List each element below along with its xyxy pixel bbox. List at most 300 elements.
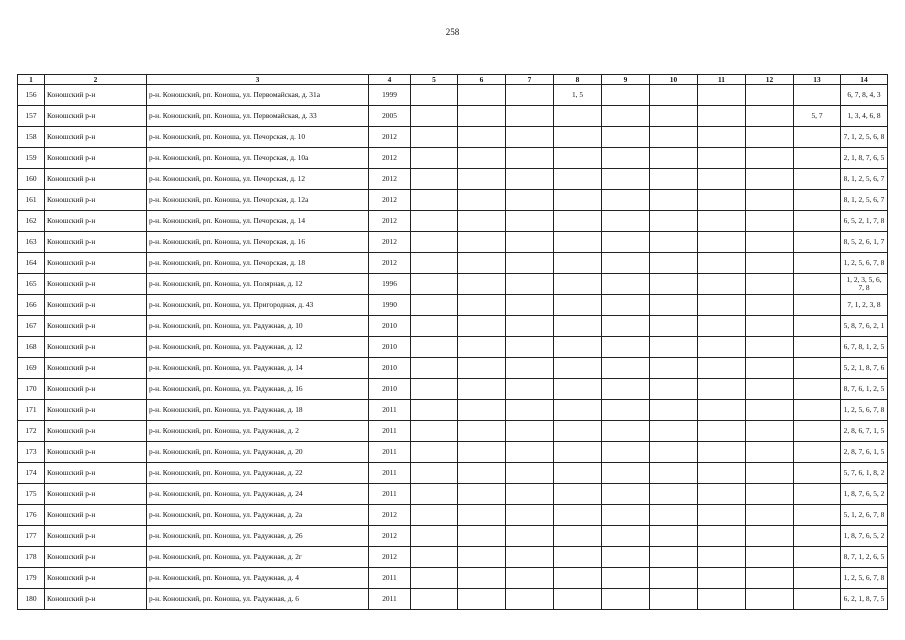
col14-cell: 5, 1, 2, 6, 7, 8 [841,505,888,526]
col13-cell [794,379,841,400]
col8-cell [554,442,602,463]
col5-cell [411,442,458,463]
col9-cell [602,568,650,589]
col6-cell [458,127,506,148]
district-cell: Коношский р-н [45,589,147,610]
col14-cell: 6, 2, 1, 8, 7, 5 [841,589,888,610]
col13-cell [794,169,841,190]
year-cell: 1996 [369,274,411,295]
col12-cell [746,442,794,463]
row-number: 169 [18,358,45,379]
year-cell: 2010 [369,316,411,337]
col13-cell [794,589,841,610]
col12-cell [746,589,794,610]
row-number: 159 [18,148,45,169]
col5-cell [411,337,458,358]
district-cell: Коношский р-н [45,463,147,484]
col6-cell [458,547,506,568]
year-cell: 2011 [369,463,411,484]
col9-cell [602,148,650,169]
col11-cell [698,316,746,337]
col9-cell [602,316,650,337]
address-cell: р-н. Коношский, рп. Коноша, ул. Печорская, д. 18 [147,253,369,274]
col9-cell [602,589,650,610]
col8-cell [554,337,602,358]
col8-cell [554,400,602,421]
col10-cell [650,253,698,274]
column-header-6: 6 [458,75,506,85]
row-number: 179 [18,568,45,589]
address-cell: р-н. Коношский, рп. Коноша, ул. Радужная, д. 22 [147,463,369,484]
col7-cell [506,169,554,190]
row-number: 172 [18,421,45,442]
col13-cell [794,337,841,358]
col12-cell [746,316,794,337]
col11-cell [698,484,746,505]
col10-cell [650,505,698,526]
col14-cell: 1, 2, 3, 5, 6, 7, 8 [841,274,888,295]
col6-cell [458,232,506,253]
table-row [18,148,888,169]
col9-cell [602,190,650,211]
address-cell: р-н. Коношский, рп. Коноша, ул. Радужная, д. 2 [147,421,369,442]
col12-cell [746,106,794,127]
col12-cell [746,421,794,442]
col10-cell [650,127,698,148]
col12-cell [746,232,794,253]
col14-cell: 2, 1, 8, 7, 6, 5 [841,148,888,169]
col12-cell [746,463,794,484]
col14-cell: 8, 7, 6, 1, 2, 5 [841,379,888,400]
col8-cell [554,127,602,148]
col8-cell [554,568,602,589]
col12-cell [746,274,794,295]
col5-cell [411,568,458,589]
col8-cell [554,484,602,505]
district-cell: Коношский р-н [45,106,147,127]
col5-cell [411,295,458,316]
row-number: 167 [18,316,45,337]
col9-cell [602,337,650,358]
col13-cell [794,232,841,253]
col5-cell [411,358,458,379]
col9-cell [602,106,650,127]
col8-cell [554,253,602,274]
row-number: 173 [18,442,45,463]
col9-cell [602,400,650,421]
row-number: 156 [18,85,45,106]
col5-cell [411,232,458,253]
col12-cell [746,148,794,169]
col7-cell [506,358,554,379]
col6-cell [458,589,506,610]
district-cell: Коношский р-н [45,505,147,526]
col7-cell [506,190,554,211]
col14-cell: 2, 8, 6, 7, 1, 5 [841,421,888,442]
col8-cell [554,421,602,442]
col13-cell [794,211,841,232]
col6-cell [458,85,506,106]
year-cell: 2010 [369,337,411,358]
table-row [18,274,888,295]
district-cell: Коношский р-н [45,484,147,505]
col10-cell [650,232,698,253]
table-row [18,253,888,274]
address-cell: р-н. Коношский, рп. Коноша, ул. Радужная, д. 14 [147,358,369,379]
col5-cell [411,127,458,148]
col8-cell [554,169,602,190]
table-row [18,358,888,379]
col14-cell: 6, 5, 2, 1, 7, 8 [841,211,888,232]
col10-cell [650,85,698,106]
col12-cell [746,547,794,568]
col11-cell [698,106,746,127]
col12-cell [746,295,794,316]
district-cell: Коношский р-н [45,337,147,358]
row-number: 164 [18,253,45,274]
year-cell: 2012 [369,526,411,547]
district-cell: Коношский р-н [45,253,147,274]
district-cell: Коношский р-н [45,400,147,421]
col11-cell [698,148,746,169]
col8-cell: 1, 5 [554,85,602,106]
col8-cell [554,190,602,211]
col10-cell [650,295,698,316]
col13-cell [794,127,841,148]
col9-cell [602,547,650,568]
col11-cell [698,127,746,148]
year-cell: 2012 [369,169,411,190]
table-row [18,211,888,232]
year-cell: 2012 [369,253,411,274]
table-row [18,526,888,547]
row-number: 162 [18,211,45,232]
col10-cell [650,400,698,421]
col5-cell [411,463,458,484]
col9-cell [602,211,650,232]
col10-cell [650,106,698,127]
year-cell: 2012 [369,505,411,526]
col8-cell [554,463,602,484]
col6-cell [458,337,506,358]
col13-cell [794,547,841,568]
col8-cell [554,589,602,610]
col9-cell [602,85,650,106]
col5-cell [411,190,458,211]
col6-cell [458,484,506,505]
district-cell: Коношский р-н [45,190,147,211]
address-cell: р-н. Коношский, рп. Коноша, ул. Радужная, д. 24 [147,484,369,505]
col7-cell [506,526,554,547]
col9-cell [602,274,650,295]
col13-cell [794,253,841,274]
table-body [18,85,888,610]
year-cell: 2005 [369,106,411,127]
address-cell: р-н. Коношский, рп. Коноша, ул. Радужная, д. 4 [147,568,369,589]
address-cell: р-н. Коношский, рп. Коноша, ул. Радужная, д. 26 [147,526,369,547]
column-header-2: 2 [45,75,147,85]
col7-cell [506,295,554,316]
table-row [18,169,888,190]
col5-cell [411,421,458,442]
address-cell: р-н. Коношский, рп. Коноша, ул. Радужная, д. 10 [147,316,369,337]
col9-cell [602,232,650,253]
address-cell: р-н. Коношский, рп. Коноша, ул. Радужная, д. 20 [147,442,369,463]
col8-cell [554,505,602,526]
header-row [18,75,888,85]
col13-cell [794,274,841,295]
col13-cell [794,442,841,463]
col5-cell [411,589,458,610]
col11-cell [698,505,746,526]
district-cell: Коношский р-н [45,316,147,337]
col6-cell [458,421,506,442]
col11-cell [698,337,746,358]
col8-cell [554,106,602,127]
col12-cell [746,568,794,589]
col10-cell [650,169,698,190]
col7-cell [506,589,554,610]
col6-cell [458,274,506,295]
col6-cell [458,442,506,463]
col7-cell [506,463,554,484]
year-cell: 2010 [369,379,411,400]
col11-cell [698,526,746,547]
col12-cell [746,337,794,358]
col11-cell [698,232,746,253]
address-cell: р-н. Коношский, рп. Коноша, ул. Радужная, д. 6 [147,589,369,610]
col13-cell [794,400,841,421]
col10-cell [650,463,698,484]
district-cell: Коношский р-н [45,274,147,295]
column-header-4: 4 [369,75,411,85]
year-cell: 2012 [369,232,411,253]
col6-cell [458,295,506,316]
col14-cell: 1, 2, 5, 6, 7, 8 [841,400,888,421]
col10-cell [650,211,698,232]
table-row [18,379,888,400]
district-cell: Коношский р-н [45,148,147,169]
column-header-7: 7 [506,75,554,85]
register-table [17,74,888,610]
col11-cell [698,421,746,442]
address-cell: р-н. Коношский, рп. Коноша, ул. Радужная, д. 12 [147,337,369,358]
col9-cell [602,295,650,316]
col9-cell [602,442,650,463]
col12-cell [746,358,794,379]
table-row [18,505,888,526]
col5-cell [411,379,458,400]
col6-cell [458,463,506,484]
col10-cell [650,337,698,358]
col14-cell: 5, 8, 7, 6, 2, 1 [841,316,888,337]
col10-cell [650,589,698,610]
col10-cell [650,190,698,211]
column-header-10: 10 [650,75,698,85]
col11-cell [698,358,746,379]
col10-cell [650,526,698,547]
table-row [18,484,888,505]
district-cell: Коношский р-н [45,442,147,463]
col14-cell: 5, 7, 6, 1, 8, 2 [841,463,888,484]
table-row [18,547,888,568]
col6-cell [458,358,506,379]
col9-cell [602,463,650,484]
col13-cell [794,463,841,484]
col13-cell: 5, 7 [794,106,841,127]
page-number: 258 [445,27,460,37]
column-header-3: 3 [147,75,369,85]
col11-cell [698,295,746,316]
column-header-14: 14 [841,75,888,85]
col12-cell [746,253,794,274]
col7-cell [506,316,554,337]
table-row [18,106,888,127]
district-cell: Коношский р-н [45,85,147,106]
row-number: 168 [18,337,45,358]
row-number: 157 [18,106,45,127]
col5-cell [411,253,458,274]
col5-cell [411,484,458,505]
col9-cell [602,169,650,190]
col7-cell [506,232,554,253]
col5-cell [411,85,458,106]
table-row [18,421,888,442]
col7-cell [506,85,554,106]
column-header-1: 1 [18,75,45,85]
col12-cell [746,400,794,421]
row-number: 180 [18,589,45,610]
table-row [18,85,888,106]
col5-cell [411,505,458,526]
table-row [18,232,888,253]
col11-cell [698,547,746,568]
row-number: 158 [18,127,45,148]
col11-cell [698,589,746,610]
col5-cell [411,274,458,295]
address-cell: р-н. Коношский, рп. Коноша, ул. Радужная, д. 18 [147,400,369,421]
row-number: 165 [18,274,45,295]
col13-cell [794,505,841,526]
address-cell: р-н. Коношский, рп. Коноша, ул. Печорская, д. 10 [147,127,369,148]
col10-cell [650,274,698,295]
col7-cell [506,568,554,589]
col7-cell [506,211,554,232]
district-cell: Коношский р-н [45,568,147,589]
col13-cell [794,568,841,589]
address-cell: р-н. Коношский, рп. Коноша, ул. Первомайская, д. 31а [147,85,369,106]
col13-cell [794,85,841,106]
col13-cell [794,526,841,547]
address-cell: р-н. Коношский, рп. Коноша, ул. Радужная, д. 2г [147,547,369,568]
col11-cell [698,400,746,421]
col14-cell: 2, 8, 7, 6, 1, 5 [841,442,888,463]
col11-cell [698,568,746,589]
col13-cell [794,148,841,169]
table-row [18,127,888,148]
col6-cell [458,505,506,526]
district-cell: Коношский р-н [45,295,147,316]
col7-cell [506,253,554,274]
col6-cell [458,211,506,232]
year-cell: 1999 [369,85,411,106]
col5-cell [411,106,458,127]
col7-cell [506,127,554,148]
col10-cell [650,316,698,337]
col9-cell [602,421,650,442]
column-header-13: 13 [794,75,841,85]
col6-cell [458,148,506,169]
col13-cell [794,358,841,379]
col8-cell [554,526,602,547]
col14-cell: 8, 1, 2, 5, 6, 7 [841,190,888,211]
col6-cell [458,568,506,589]
col5-cell [411,400,458,421]
table-row [18,589,888,610]
address-cell: р-н. Коношский, рп. Коноша, ул. Радужная, д. 2а [147,505,369,526]
col12-cell [746,169,794,190]
col9-cell [602,253,650,274]
address-cell: р-н. Коношский, рп. Коноша, ул. Полярная, д. 12 [147,274,369,295]
col8-cell [554,358,602,379]
col12-cell [746,85,794,106]
table-row [18,316,888,337]
table-row [18,400,888,421]
col13-cell [794,484,841,505]
col9-cell [602,379,650,400]
col7-cell [506,421,554,442]
address-cell: р-н. Коношский, рп. Коноша, ул. Печорская, д. 14 [147,211,369,232]
col10-cell [650,547,698,568]
year-cell: 2010 [369,358,411,379]
col7-cell [506,337,554,358]
row-number: 177 [18,526,45,547]
col5-cell [411,211,458,232]
row-number: 171 [18,400,45,421]
year-cell: 2011 [369,568,411,589]
col10-cell [650,421,698,442]
col8-cell [554,379,602,400]
col14-cell: 8, 7, 1, 2, 6, 5 [841,547,888,568]
address-cell: р-н. Коношский, рп. Коноша, ул. Печорская, д. 12а [147,190,369,211]
col9-cell [602,526,650,547]
col14-cell: 1, 8, 7, 6, 5, 2 [841,484,888,505]
row-number: 176 [18,505,45,526]
col14-cell: 8, 5, 2, 6, 1, 7 [841,232,888,253]
col11-cell [698,211,746,232]
col8-cell [554,232,602,253]
col11-cell [698,274,746,295]
col10-cell [650,148,698,169]
col7-cell [506,484,554,505]
table-row [18,442,888,463]
col14-cell: 1, 2, 5, 6, 7, 8 [841,568,888,589]
col9-cell [602,484,650,505]
year-cell: 2011 [369,484,411,505]
col10-cell [650,568,698,589]
col6-cell [458,190,506,211]
col12-cell [746,190,794,211]
col5-cell [411,547,458,568]
col6-cell [458,169,506,190]
column-header-9: 9 [602,75,650,85]
col6-cell [458,400,506,421]
col7-cell [506,379,554,400]
year-cell: 2012 [369,148,411,169]
col9-cell [602,358,650,379]
col6-cell [458,316,506,337]
district-cell: Коношский р-н [45,547,147,568]
